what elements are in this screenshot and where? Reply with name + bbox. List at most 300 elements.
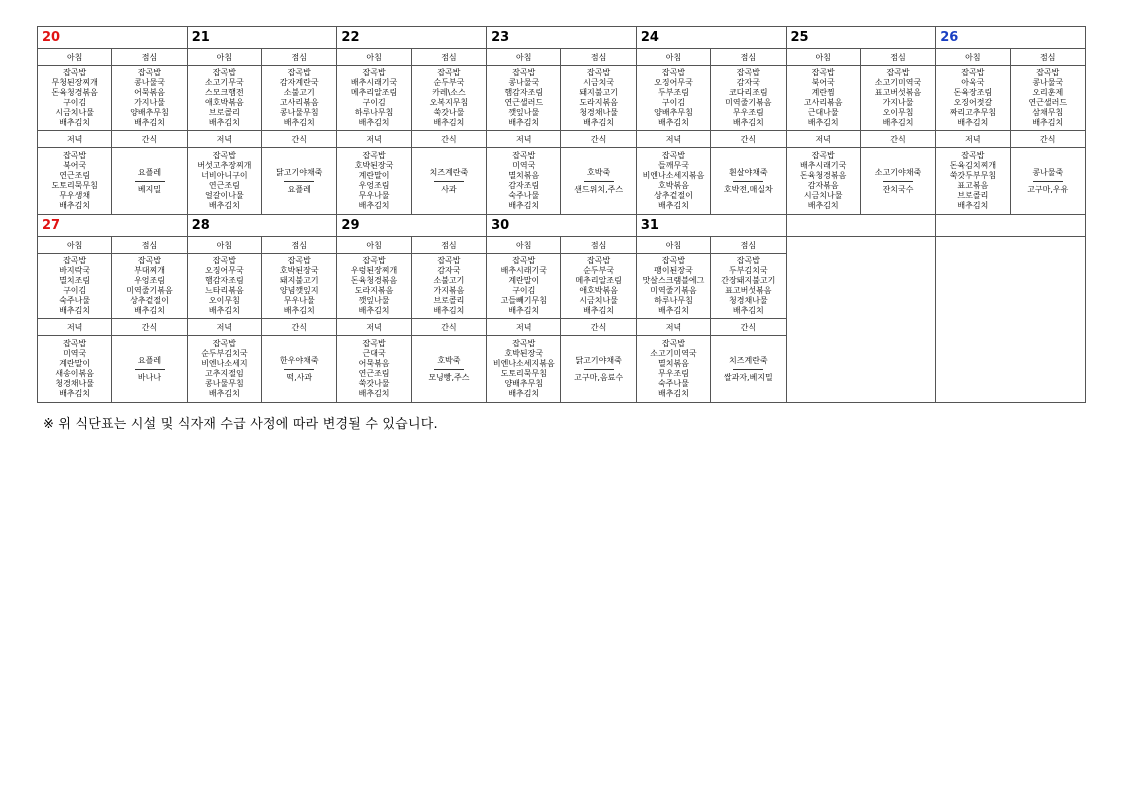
breakfast-menu (636, 66, 710, 131)
menu-item: 햄감자조림 (205, 276, 244, 285)
menu-item: 잡곡밥 (961, 68, 985, 77)
menu-item: 양배추무침 (504, 379, 544, 388)
snack-divider (733, 369, 763, 370)
lunch-menu (262, 66, 337, 131)
menu-item: 호박된장국 (504, 349, 544, 358)
menu-item: 표고버섯볶음 (725, 286, 772, 295)
lunch-label: 점심 (561, 49, 636, 66)
menu-item: 순두부김치국 (201, 349, 248, 358)
menu-item: 소불고기 (283, 88, 315, 97)
day-number: 20 (38, 27, 188, 49)
menu-item: 구이김 (512, 286, 536, 295)
snack-item: 모닝빵,주스 (428, 372, 470, 382)
snack-item: 호박죽 (587, 167, 611, 177)
snack-divider (883, 181, 913, 182)
dinner-menu (337, 336, 411, 403)
breakfast-label: 아침 (38, 49, 112, 66)
menu-item: 돈육청경볶음 (51, 88, 98, 97)
menu-item: 오징어무국 (654, 78, 693, 87)
menu-item: 부대찌개 (134, 266, 165, 275)
lunch-menu (711, 254, 786, 319)
menu-item: 구이김 (63, 286, 87, 295)
dinner-menu (636, 336, 710, 403)
snack-item: 한우야채죽 (279, 355, 319, 365)
snack-label: 간식 (112, 131, 187, 148)
menu-item: 배추김치 (208, 201, 240, 210)
snack-divider (733, 181, 763, 182)
menu-item: 미역국 (63, 349, 87, 358)
menu-item: 가지볶음 (433, 286, 465, 295)
snack-divider (284, 369, 314, 370)
menu-item: 미역줄기볶음 (126, 286, 173, 295)
menu-item: 애호박볶음 (579, 286, 618, 295)
menu-item: 계란말이 (59, 359, 91, 368)
snack-menu (112, 336, 187, 403)
menu-item: 오리훈제 (1032, 88, 1064, 97)
menu-item: 잡곡밥 (736, 256, 760, 265)
snack-menu (262, 148, 337, 215)
menu-item: 감자볶음 (807, 181, 839, 190)
menu-item: 양배추무침 (654, 108, 693, 117)
snack-label: 간식 (1010, 131, 1085, 148)
menu-item: 구이김 (661, 98, 686, 107)
menu-item: 호박된장국 (279, 266, 319, 275)
menu-item: 잡곡밥 (811, 151, 835, 160)
menu-item: 무우조림 (732, 108, 764, 117)
dinner-label: 저녁 (187, 319, 261, 336)
dinner-menu (936, 148, 1010, 215)
snack-label: 간식 (860, 131, 935, 148)
menu-item: 햄감자조림 (504, 88, 544, 97)
day-number: 27 (38, 215, 188, 237)
menu-item: 감자계란국 (279, 78, 319, 87)
menu-item: 새송이볶음 (55, 369, 94, 378)
menu-item: 잡곡밥 (886, 68, 910, 77)
menu-item: 돼지불고기 (579, 88, 618, 97)
snack-divider (434, 181, 464, 182)
menu-item: 북어국 (811, 78, 835, 87)
menu-item: 버섯고추장찌개 (197, 161, 252, 170)
meal-label-row (38, 131, 1086, 148)
menu-item: 어묵볶음 (134, 88, 165, 97)
menu-item: 너비아니구이 (201, 171, 248, 180)
menu-item: 배추김치 (658, 389, 689, 398)
menu-item: 배추김치 (1032, 118, 1064, 127)
menu-item: 콩나물무침 (205, 379, 244, 388)
dinner-label: 저녁 (786, 131, 860, 148)
dinner-label: 저녁 (337, 131, 411, 148)
menu-item: 도토리묵무침 (500, 369, 547, 378)
menu-item: 쑥갓나물 (433, 108, 465, 117)
menu-item: 배추김치 (208, 306, 240, 315)
menu-item: 하루나무침 (354, 108, 394, 117)
menu-item: 잡곡밥 (137, 68, 162, 77)
meal-label-row (38, 237, 1086, 254)
menu-item: 간장돼지불고기 (721, 276, 776, 285)
menu-item: 배추김치 (957, 201, 989, 210)
lunch-menu (262, 254, 337, 319)
breakfast-menu (38, 254, 112, 319)
snack-item: 요플레 (137, 355, 162, 365)
day-number: 28 (187, 215, 337, 237)
menu-item: 잡곡밥 (661, 339, 686, 348)
menu-item: 배추김치 (658, 306, 689, 315)
snack-menu (411, 336, 486, 403)
menu-item: 소고기미역국 (874, 78, 922, 87)
dinner-menu (487, 148, 561, 215)
meal-menu-row (38, 66, 1086, 131)
dinner-menu (187, 336, 261, 403)
menu-item: 하루나무침 (654, 296, 693, 305)
menu-item: 호박된장국 (354, 161, 394, 170)
menu-item: 돈육장조림 (953, 88, 993, 97)
menu-item: 잡곡밥 (362, 151, 386, 160)
dinner-label: 저녁 (487, 131, 561, 148)
menu-item: 배추김치 (508, 389, 540, 398)
lunch-menu (411, 66, 486, 131)
menu-item: 잡곡밥 (512, 339, 536, 348)
menu-item: 오복지무침 (429, 98, 469, 107)
snack-label: 간식 (262, 319, 337, 336)
menu-item: 근대국 (362, 349, 386, 358)
menu-item: 브로콜리 (433, 296, 465, 305)
meal-menu-row (38, 148, 1086, 215)
menu-item: 배추김치 (134, 306, 165, 315)
dinner-label: 저녁 (38, 131, 112, 148)
menu-item: 잡곡밥 (212, 151, 236, 160)
menu-item: 계란말이 (358, 171, 390, 180)
menu-item: 잡곡밥 (63, 256, 87, 265)
menu-item: 코다리조림 (729, 88, 768, 97)
snack-label: 간식 (561, 131, 636, 148)
menu-item: 배추김치 (59, 306, 91, 315)
menu-item: 콩나물국 (508, 78, 540, 87)
menu-item: 콩나물무침 (279, 108, 319, 117)
breakfast-menu (636, 254, 710, 319)
menu-item: 감자조림 (508, 181, 540, 190)
lunch-label: 점심 (112, 237, 187, 254)
breakfast-label: 아침 (487, 237, 561, 254)
menu-item: 미역줄기볶음 (650, 286, 697, 295)
lunch-label: 점심 (262, 49, 337, 66)
snack-divider (584, 181, 614, 182)
snack-label: 간식 (112, 319, 187, 336)
snack-label: 간식 (561, 319, 636, 336)
breakfast-menu (936, 66, 1010, 131)
menu-item: 북어국 (63, 161, 87, 170)
menu-item: 표고볶음 (957, 181, 989, 190)
dinner-label: 저녁 (636, 131, 710, 148)
snack-label: 간식 (711, 131, 786, 148)
menu-item: 카레\소스 (432, 88, 466, 97)
menu-item: 두부조림 (658, 88, 689, 97)
menu-item: 시금치나물 (579, 296, 618, 305)
menu-item: 연근조림 (208, 181, 240, 190)
empty-day-body (786, 237, 936, 403)
day-number: 22 (337, 27, 487, 49)
lunch-menu (1010, 66, 1085, 131)
menu-item: 멸치볶음 (508, 171, 540, 180)
menu-item: 삼채무침 (1032, 108, 1064, 117)
breakfast-label: 아침 (38, 237, 112, 254)
snack-menu (561, 336, 636, 403)
menu-item: 잡곡밥 (212, 339, 236, 348)
menu-item: 잡곡밥 (63, 339, 87, 348)
menu-item: 잡곡밥 (287, 256, 311, 265)
menu-item: 무우생채 (59, 191, 91, 200)
snack-item: 샌드위치,주스 (574, 184, 624, 194)
menu-item: 배추김치 (732, 306, 764, 315)
menu-item: 계란찜 (811, 88, 835, 97)
snack-menu (860, 148, 935, 215)
menu-item: 배추김치 (957, 118, 989, 127)
menu-item: 배추김치 (508, 201, 540, 210)
menu-item: 브로콜리 (208, 108, 240, 117)
breakfast-label: 아침 (337, 237, 411, 254)
week-date-row (38, 215, 1086, 237)
menu-item: 감자국 (736, 78, 760, 87)
menu-item: 가지나물 (134, 98, 165, 107)
menu-item: 잡곡밥 (661, 151, 686, 160)
menu-item: 쑥갓나물 (358, 379, 390, 388)
menu-item: 잡곡밥 (437, 256, 461, 265)
menu-item: 양념깻잎지 (279, 286, 319, 295)
menu-item: 메추리알조림 (575, 276, 622, 285)
week-date-row (38, 27, 1086, 49)
snack-menu (112, 148, 187, 215)
menu-item: 잡곡밥 (512, 68, 536, 77)
dinner-label: 저녁 (187, 131, 261, 148)
menu-item: 미역국 (512, 161, 536, 170)
menu-item: 배추김치 (59, 389, 91, 398)
snack-label: 간식 (711, 319, 786, 336)
menu-item: 연근조림 (358, 369, 390, 378)
lunch-menu (860, 66, 935, 131)
snack-item: 요플레 (137, 167, 162, 177)
menu-item: 오징어젓갈 (953, 98, 993, 107)
breakfast-label: 아침 (936, 49, 1010, 66)
menu-item: 잡곡밥 (137, 256, 162, 265)
snack-menu (1010, 148, 1085, 215)
menu-item: 배추김치 (208, 389, 240, 398)
lunch-menu (561, 254, 636, 319)
snack-item: 콩나물죽 (1032, 167, 1064, 177)
menu-item: 잡곡밥 (512, 151, 536, 160)
menu-item: 잡곡밥 (362, 68, 386, 77)
menu-item: 배추김치 (433, 306, 465, 315)
menu-item: 구이김 (362, 98, 386, 107)
menu-item: 잡곡밥 (512, 256, 536, 265)
menu-item: 소고기무국 (205, 78, 244, 87)
breakfast-label: 아침 (636, 237, 710, 254)
menu-item: 근대나물 (807, 108, 839, 117)
dinner-menu (38, 336, 112, 403)
menu-item: 호박볶음 (658, 181, 689, 190)
meal-calendar (37, 26, 1086, 403)
menu-item: 깻잎나물 (508, 108, 540, 117)
menu-item: 잡곡밥 (437, 68, 461, 77)
menu-item: 계란말이 (508, 276, 540, 285)
snack-item: 호박전,매실차 (723, 184, 773, 194)
menu-item: 소고기미역국 (650, 349, 697, 358)
menu-item: 쑥갓두부무침 (949, 171, 997, 180)
menu-item: 배추김치 (732, 118, 764, 127)
menu-item: 미역줄기볶음 (725, 98, 772, 107)
breakfast-label: 아침 (187, 237, 261, 254)
dinner-label: 저녁 (38, 319, 112, 336)
menu-item: 콩나물국 (134, 78, 165, 87)
snack-item: 잔치국수 (882, 184, 914, 194)
menu-item: 청경채나물 (579, 108, 618, 117)
menu-item: 연근조림 (59, 171, 91, 180)
day-number: 30 (487, 215, 637, 237)
snack-item: 베지밀 (137, 184, 162, 194)
menu-item: 배추김치 (358, 118, 390, 127)
menu-item: 시금치나물 (55, 108, 94, 117)
menu-item: 배추김치 (508, 306, 540, 315)
menu-item: 숙주나물 (658, 379, 689, 388)
dinner-label: 저녁 (636, 319, 710, 336)
menu-item: 멸치볶음 (658, 359, 689, 368)
lunch-menu (711, 66, 786, 131)
snack-item: 호박죽 (437, 355, 461, 365)
snack-item: 사과 (441, 184, 457, 194)
menu-item: 팽이된장국 (654, 266, 693, 275)
menu-item: 표고버섯볶음 (874, 88, 922, 97)
menu-item: 도토리묵무침 (51, 181, 98, 190)
menu-item: 바지락국 (59, 266, 91, 275)
menu-item: 순두부국 (583, 266, 615, 275)
menu-item: 순두부국 (433, 78, 465, 87)
breakfast-label: 아침 (337, 49, 411, 66)
breakfast-menu (337, 254, 411, 319)
menu-item: 배추김치 (59, 201, 91, 210)
menu-item: 스모크햄전 (205, 88, 244, 97)
breakfast-menu (337, 66, 411, 131)
snack-item: 닭고기야채죽 (575, 355, 622, 365)
snack-menu (711, 148, 786, 215)
menu-item: 무우나물 (358, 191, 390, 200)
menu-item: 비엔나소세지볶음 (642, 171, 705, 180)
menu-item: 우엉조림 (134, 276, 165, 285)
snack-item: 요플레 (287, 184, 311, 194)
breakfast-label: 아침 (487, 49, 561, 66)
menu-item: 잡곡밥 (661, 256, 686, 265)
menu-item: 배추김치 (807, 118, 839, 127)
menu-item: 고들빼기무침 (500, 296, 547, 305)
menu-item: 시금치국 (583, 78, 615, 87)
menu-item: 어묵볶음 (358, 359, 390, 368)
menu-item: 두부김치국 (729, 266, 768, 275)
menu-item: 배추김치 (583, 306, 615, 315)
menu-item: 배추김치 (658, 118, 689, 127)
snack-menu (262, 336, 337, 403)
menu-item: 배추김치 (358, 306, 390, 315)
menu-item: 짜리고추무침 (949, 108, 997, 117)
menu-item: 돈육청경볶음 (350, 276, 398, 285)
snack-divider (135, 181, 165, 182)
snack-label: 간식 (262, 131, 337, 148)
menu-item: 무우나물 (283, 296, 315, 305)
lunch-menu (411, 254, 486, 319)
breakfast-menu (487, 66, 561, 131)
menu-item: 멸치조림 (59, 276, 91, 285)
menu-item: 숙주나물 (508, 191, 540, 200)
dinner-label: 저녁 (487, 319, 561, 336)
menu-item: 느타리볶음 (205, 286, 244, 295)
snack-item: 치즈계란죽 (729, 355, 768, 365)
menu-item: 연근샐러드 (504, 98, 544, 107)
menu-item: 잡곡밥 (287, 68, 311, 77)
snack-divider (135, 369, 165, 370)
lunch-label: 점심 (1010, 49, 1085, 66)
day-number: 23 (487, 27, 637, 49)
breakfast-menu (786, 66, 860, 131)
menu-item: 배추김치 (807, 201, 839, 210)
lunch-menu (112, 66, 187, 131)
day-number: 29 (337, 215, 487, 237)
breakfast-menu (38, 66, 112, 131)
menu-item: 잡곡밥 (362, 256, 386, 265)
menu-item: 비엔나소세지볶음 (492, 359, 555, 368)
menu-item: 배추김치 (208, 118, 240, 127)
menu-item: 배추김치 (658, 201, 689, 210)
menu-item: 배추김치 (508, 118, 540, 127)
menu-item: 우렁된장찌개 (350, 266, 398, 275)
menu-item: 돈육김치찌개 (949, 161, 997, 170)
menu-item: 배추김치 (134, 118, 165, 127)
menu-item: 시금치나물 (803, 191, 843, 200)
lunch-label: 점심 (411, 237, 486, 254)
dinner-menu (187, 148, 261, 215)
menu-item: 브로콜리 (957, 191, 989, 200)
menu-item: 잡곡밥 (63, 151, 87, 160)
menu-item: 배추김치 (59, 118, 91, 127)
breakfast-menu (187, 66, 261, 131)
snack-item: 고구마,우유 (1027, 184, 1069, 194)
snack-divider (284, 181, 314, 182)
menu-item: 가지나물 (882, 98, 914, 107)
snack-item: 흰살야채죽 (729, 167, 768, 177)
notice-text: ※ 위 식단표는 시설 및 식자재 수급 사정에 따라 변경될 수 있습니다. (43, 417, 438, 432)
menu-item: 잡곡밥 (1036, 68, 1060, 77)
lunch-label: 점심 (262, 237, 337, 254)
snack-menu (411, 148, 486, 215)
menu-item: 소불고기 (433, 276, 465, 285)
menu-item: 도라지볶음 (579, 98, 618, 107)
snack-divider (1033, 181, 1063, 182)
menu-item: 맛살스크램블에그 (642, 276, 705, 285)
menu-item: 오이무침 (208, 296, 240, 305)
menu-item: 잡곡밥 (587, 256, 611, 265)
snack-divider (584, 369, 614, 370)
menu-item: 배추김치 (358, 389, 390, 398)
menu-item: 배추김치 (882, 118, 914, 127)
breakfast-menu (187, 254, 261, 319)
dinner-menu (38, 148, 112, 215)
menu-item: 깻잎나물 (358, 296, 390, 305)
snack-label: 간식 (411, 131, 486, 148)
menu-item: 연근샐러드 (1028, 98, 1068, 107)
lunch-menu (561, 66, 636, 131)
menu-item: 들깨무국 (658, 161, 689, 170)
menu-item: 잡곡밥 (212, 256, 236, 265)
menu-item: 고사리볶음 (803, 98, 843, 107)
day-number: 24 (636, 27, 786, 49)
menu-item: 도라지볶음 (354, 286, 394, 295)
menu-item: 잡곡밥 (736, 68, 760, 77)
menu-item: 고사리볶음 (279, 98, 319, 107)
